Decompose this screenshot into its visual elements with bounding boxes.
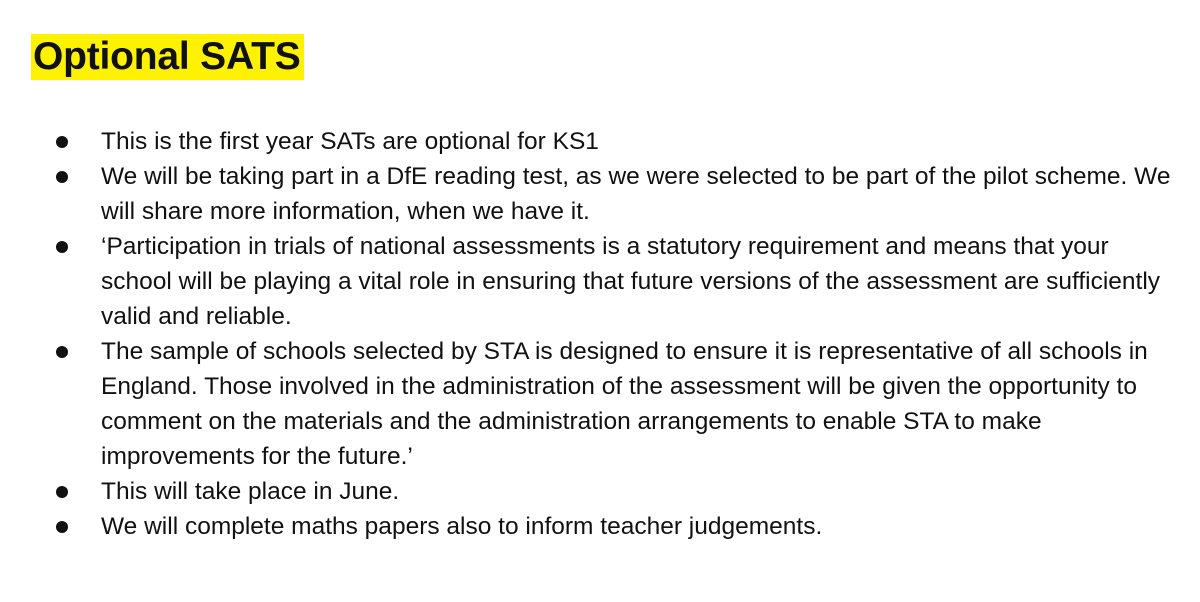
bullet-dot-icon xyxy=(56,136,68,148)
list-item-text: We will be taking part in a DfE reading test, as we were selected to be part of the pilot scheme. We will share more information, when we have it. xyxy=(101,163,1171,225)
page-title: Optional SATS xyxy=(31,34,304,80)
list-item-text: This will take place in June. xyxy=(101,478,400,505)
list-item xyxy=(0,334,1200,474)
bullet-dot-icon xyxy=(56,346,68,358)
list-item xyxy=(0,124,1200,159)
bullet-dot-icon xyxy=(56,171,68,183)
list-item xyxy=(0,474,1200,509)
list-item xyxy=(0,229,1200,334)
bullet-dot-icon xyxy=(56,486,68,498)
list-item-text: The sample of schools selected by STA is designed to ensure it is representative of all schools in England. Those involved in the administration of the assessment will be given the opportunity to comment on the materials and the administration arrangements to enable STA to make improvements for the future.’ xyxy=(101,338,1148,470)
list-item-text: ‘Participation in trials of national assessments is a statutory requirement and means that your school will be playing a vital role in ensuring that future versions of the assessment are sufficiently valid and reliable. xyxy=(101,233,1161,330)
list-item-text: We will complete maths papers also to inform teacher judgements. xyxy=(101,513,823,540)
list-item xyxy=(0,159,1200,229)
bullet-dot-icon xyxy=(56,521,68,533)
bullet-dot-icon xyxy=(56,241,68,253)
list-item-text: This is the first year SATs are optional for KS1 xyxy=(101,128,599,155)
bullet-list xyxy=(0,124,1200,544)
list-item xyxy=(0,509,1200,544)
